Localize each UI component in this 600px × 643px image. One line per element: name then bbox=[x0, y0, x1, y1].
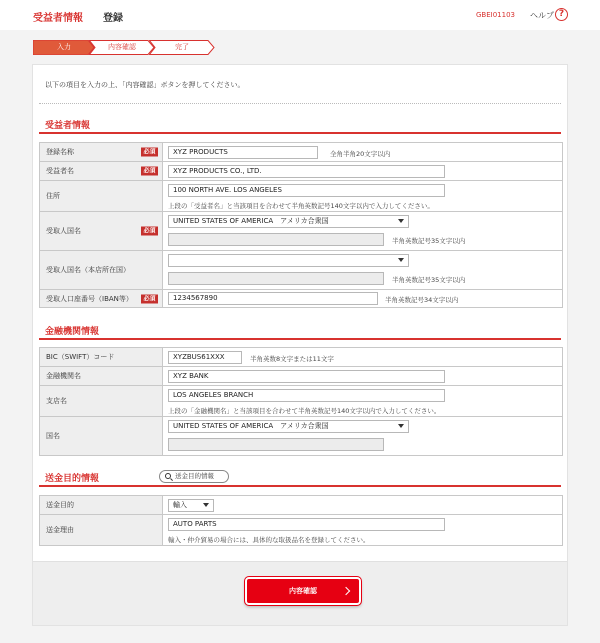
account-row bbox=[40, 290, 562, 308]
required-badge: 必須 bbox=[141, 227, 158, 236]
branch-input[interactable]: LOS ANGELES BRANCH bbox=[168, 389, 445, 402]
step-input-label: 入力 bbox=[57, 43, 71, 51]
bank-country-select[interactable] bbox=[168, 420, 409, 433]
country-label: 受取人国名 bbox=[46, 227, 81, 235]
hq-country-select[interactable] bbox=[168, 254, 409, 267]
intro-text: 以下の項目を入力の上、「内容確認」ボタンを押してください。 bbox=[45, 81, 245, 89]
bank-country-select-value: UNITED STATES OF AMERICA アメリカ合衆国 bbox=[173, 422, 329, 430]
required-badge: 必須 bbox=[141, 148, 158, 157]
bank-country-label: 国名 bbox=[46, 432, 60, 440]
bank-name-row bbox=[40, 367, 562, 386]
hq-country-row bbox=[40, 251, 562, 290]
bank-name-label: 金融機関名 bbox=[46, 372, 81, 380]
country-note: 半角英数記号35文字以内 bbox=[392, 237, 466, 245]
purpose-info-button[interactable] bbox=[159, 470, 229, 483]
reason-note: 輸入・仲介貿易の場合には、具体的な取扱品名を登録してください。 bbox=[168, 536, 370, 544]
account-input[interactable]: 1234567890 bbox=[168, 292, 378, 305]
step-confirm bbox=[89, 40, 155, 55]
reason-row bbox=[40, 515, 562, 546]
purpose-row bbox=[40, 496, 562, 515]
form-panel bbox=[32, 64, 568, 626]
account-label: 受取人口座番号（IBAN等） bbox=[46, 294, 133, 303]
branch-note: 上段の「金融機関名」と当該項目を合わせて半角英数記号140文字以内で入力してください。 bbox=[168, 407, 441, 415]
name-input[interactable]: XYZ PRODUCTS CO., LTD. bbox=[168, 165, 445, 178]
chevron-right-icon bbox=[342, 587, 350, 595]
hq-country-text-input[interactable] bbox=[168, 272, 384, 285]
chevron-down-icon bbox=[398, 219, 404, 223]
purpose-select-value: 輸入 bbox=[173, 501, 187, 509]
confirm-button-label: 内容確認 bbox=[289, 587, 317, 595]
help-link[interactable]: ヘルプ bbox=[530, 11, 554, 20]
reg-name-note: 全角半角20文字以内 bbox=[330, 150, 391, 158]
reg-name-input[interactable]: XYZ PRODUCTS bbox=[168, 146, 318, 159]
section-underline bbox=[39, 338, 561, 340]
purpose-section-title: 送金目的情報 bbox=[45, 474, 100, 484]
branch-row bbox=[40, 386, 562, 417]
required-badge: 必須 bbox=[141, 167, 158, 176]
hq-country-label: 受取人国名（本店所在国） bbox=[46, 266, 130, 274]
bank-country-row bbox=[40, 417, 562, 456]
bank-table bbox=[39, 347, 563, 456]
chevron-down-icon bbox=[398, 258, 404, 262]
search-icon bbox=[165, 473, 171, 479]
bank-name-input[interactable]: XYZ BANK bbox=[168, 370, 445, 383]
purpose-select[interactable] bbox=[168, 499, 214, 512]
top-bar bbox=[0, 0, 600, 30]
country-select-value: UNITED STATES OF AMERICA アメリカ合衆国 bbox=[173, 217, 329, 225]
address-note: 上段の「受益者名」と当該項目を合わせて半角英数記号140文字以内で入力してください。 bbox=[168, 202, 434, 210]
address-input[interactable]: 100 NORTH AVE. LOS ANGELES bbox=[168, 184, 445, 197]
screen-id: GBEI01103 bbox=[476, 11, 515, 19]
chevron-down-icon bbox=[203, 503, 209, 507]
address-label: 住所 bbox=[46, 192, 60, 200]
country-text-input[interactable] bbox=[168, 233, 384, 246]
page-subtitle: 登録 bbox=[103, 13, 123, 24]
bic-note: 半角英数8文字または11文字 bbox=[250, 355, 334, 363]
step-complete bbox=[149, 40, 215, 55]
step-confirm-label: 内容確認 bbox=[108, 43, 136, 51]
bank-country-text-input[interactable] bbox=[168, 438, 384, 451]
branch-label: 支店名 bbox=[46, 397, 67, 405]
bic-label: BIC（SWIFT）コード bbox=[46, 353, 115, 361]
name-label: 受益者名 bbox=[46, 167, 74, 175]
purpose-label: 送金目的 bbox=[46, 501, 74, 509]
purpose-info-button-label: 送金目的情報 bbox=[175, 472, 214, 480]
section-underline bbox=[39, 132, 561, 134]
hq-country-note: 半角英数記号35文字以内 bbox=[392, 276, 466, 284]
step-input bbox=[33, 40, 95, 55]
name-row bbox=[40, 162, 562, 181]
step-indicator bbox=[33, 40, 218, 55]
reg-name-label: 登録名称 bbox=[46, 148, 74, 156]
reason-label: 送金理由 bbox=[46, 526, 74, 534]
bic-input[interactable]: XYZBUS61XXX bbox=[168, 351, 242, 364]
step-complete-label: 完了 bbox=[175, 43, 189, 51]
confirm-button[interactable] bbox=[245, 577, 361, 605]
reg-name-row bbox=[40, 143, 562, 162]
help-icon[interactable]: ? bbox=[555, 8, 568, 21]
page-title: 受益者情報 bbox=[33, 13, 83, 24]
country-row bbox=[40, 212, 562, 251]
bic-row bbox=[40, 348, 562, 367]
chevron-down-icon bbox=[398, 424, 404, 428]
purpose-table bbox=[39, 495, 563, 546]
bank-section-title: 金融機関情報 bbox=[45, 327, 100, 337]
beneficiary-section-title: 受益者情報 bbox=[45, 121, 91, 131]
reason-input[interactable]: AUTO PARTS bbox=[168, 518, 445, 531]
account-note: 半角英数記号34文字以内 bbox=[385, 296, 459, 304]
required-badge: 必須 bbox=[141, 294, 158, 303]
divider bbox=[39, 103, 561, 104]
address-row bbox=[40, 181, 562, 212]
section-underline bbox=[39, 485, 561, 487]
country-select[interactable] bbox=[168, 215, 409, 228]
beneficiary-table bbox=[39, 142, 563, 308]
